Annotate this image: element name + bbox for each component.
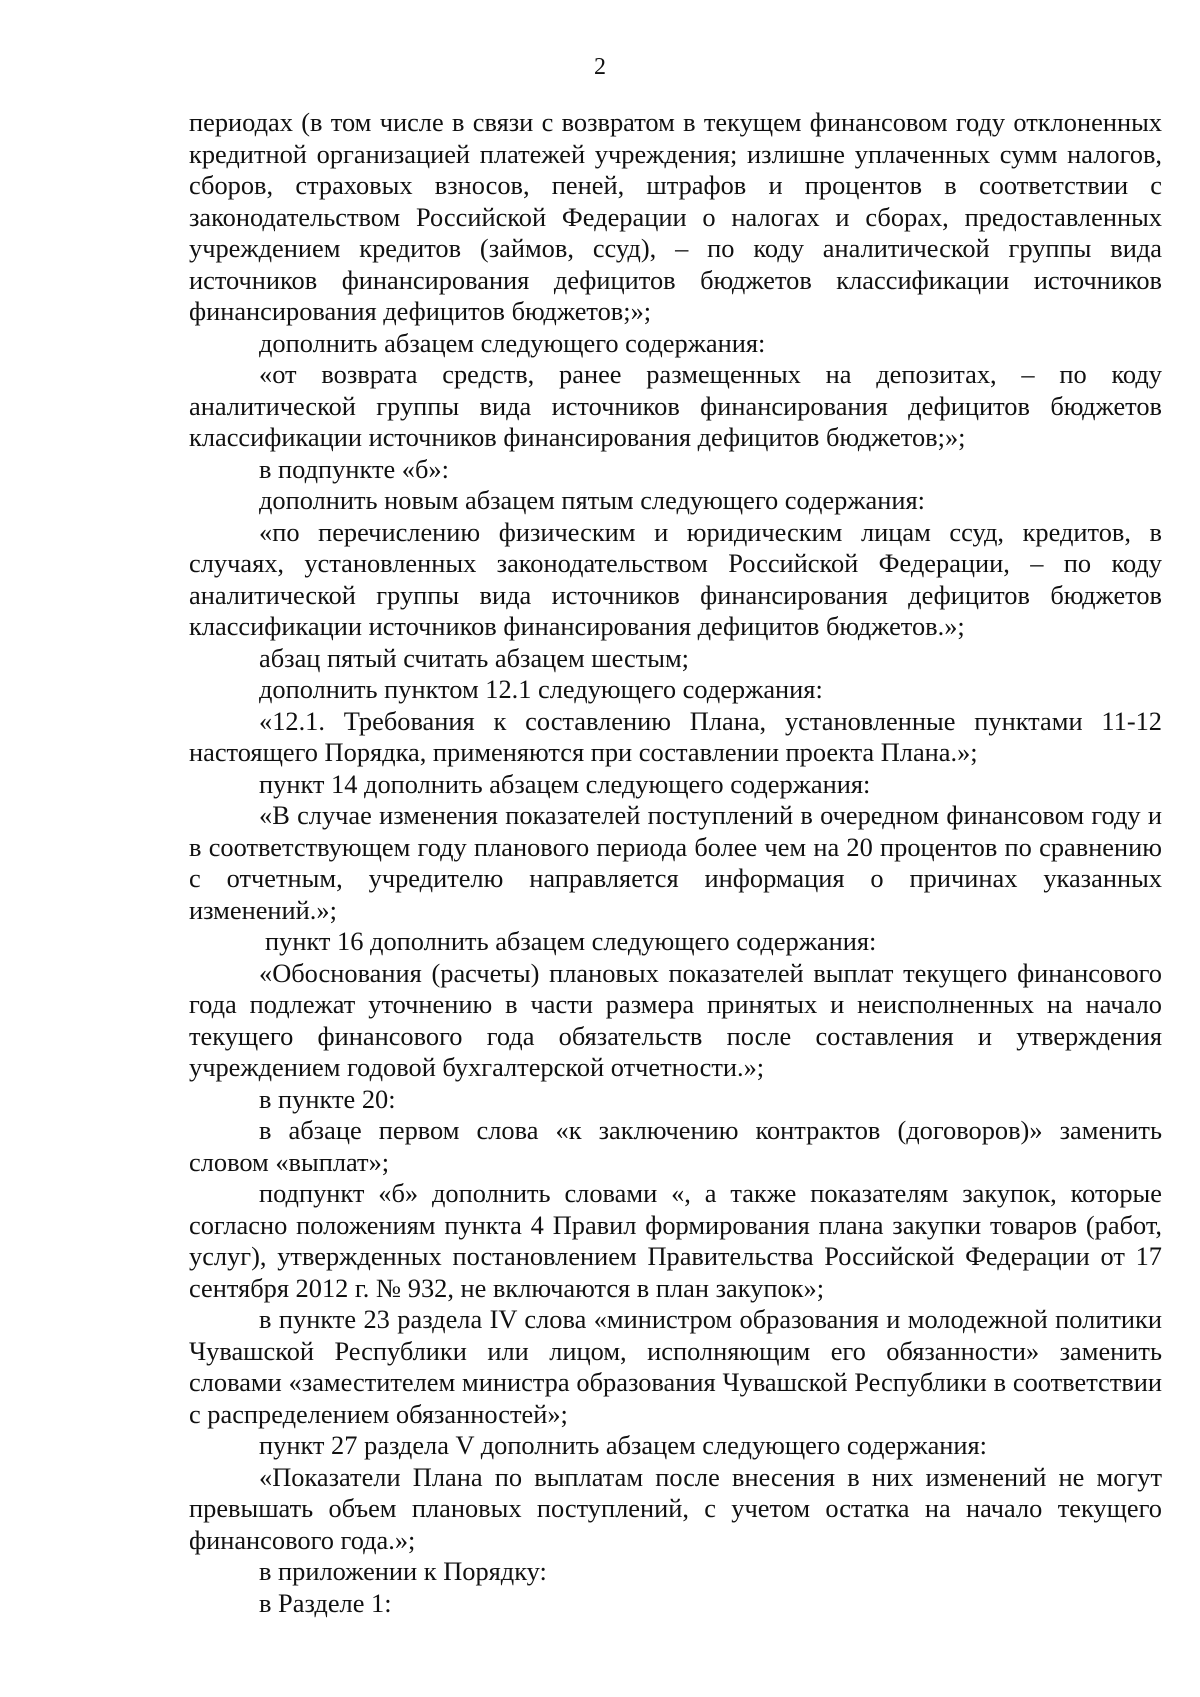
paragraph-continuation: периодах (в том числе в связи с возвратом в текущем финансовом году отклоненных кредитной организацией платежей учреждения; излишне уплаченных сумм налогов, сборов, страховых взносов, пеней, штрафов и процентов в соответствии с законодательством Российской Федерации о налогах и сборах, предоставленных учреждением кредитов (займов, ссуд), – по коду аналитической группы вида источников финансирования дефицитов бюджетов классификации источников финансирования дефицитов бюджетов;»;: [189, 107, 1162, 326]
paragraph: в пункте 20:: [259, 1083, 396, 1114]
page-number: 2: [594, 54, 606, 80]
paragraph: «12.1. Требования к составлению Плана, установленные пунктами 11-12 настоящего Порядка, применяются при составлении проекта Плана.»;: [189, 705, 1162, 767]
paragraph: в пункте 23 раздела IV слова «министром образования и молодежной политики Чувашской Республики или лицом, исполняющим его обязанности» заменить словами «заместителем министра образования Чувашской Республики в соответствии с распределением обязанностей»;: [189, 1304, 1162, 1429]
paragraph: пункт 27 раздела V дополнить абзацем следующего содержания:: [259, 1430, 988, 1460]
paragraph: «по перечислению физическим и юридическим лицам ссуд, кредитов, в случаях, установленных законодательством Российской Федерации, – по коду аналитической группы вида источников финансирования дефицитов бюджетов классификации источников финансирования дефицитов бюджетов.»;: [189, 516, 1162, 641]
document-body: [189, 107, 1162, 1619]
paragraph: в абзаце первом слова «к заключению контрактов (договоров)» заменить словом «выплат»;: [189, 1115, 1162, 1177]
paragraph: в приложении к Порядку:: [259, 1556, 547, 1586]
paragraph: «от возврата средств, ранее размещенных на депозитах, – по коду аналитической группы вида источников финансирования дефицитов бюджетов классификации источников финансирования дефицитов бюджетов;»;: [189, 359, 1162, 452]
paragraph: пункт 14 дополнить абзацем следующего содержания:: [259, 768, 871, 799]
paragraph: дополнить абзацем следующего содержания:: [259, 327, 766, 358]
paragraph: в Разделе 1:: [259, 1587, 392, 1618]
paragraph: «Показатели Плана по выплатам после внесения в них изменений не могут превышать объем плановых поступлений, с учетом остатка на начало текущего финансового года.»;: [189, 1461, 1162, 1555]
paragraph: «Обоснования (расчеты) плановых показателей выплат текущего финансового года подлежат уточнению в части размера принятых и неисполненных на начало текущего финансового года обязательств после составления и утверждения учреждением годовой бухгалтерской отчетности.»;: [189, 957, 1162, 1082]
paragraph: пункт 16 дополнить абзацем следующего содержания:: [265, 926, 877, 956]
paragraph: «В случае изменения показателей поступлений в очередном финансовом году и в соответствующем году планового периода более чем на 20 процентов по сравнению с отчетным, учредителю направляется информация о причинах указанных изменений.»;: [189, 800, 1162, 925]
paragraph: в подпункте «б»:: [259, 453, 449, 484]
paragraph: дополнить новым абзацем пятым следующего содержания:: [259, 485, 925, 515]
paragraph: абзац пятый считать абзацем шестым;: [259, 642, 689, 673]
paragraph: подпункт «б» дополнить словами «, а также показателям закупок, которые согласно положениям пункта 4 Правил формирования плана закупки товаров (работ, услуг), утвержденных постановлением Правительства Российской Федерации от 17 сентября 2012 г. № 932, не включаются в план закупок»;: [189, 1178, 1162, 1303]
paragraph: дополнить пунктом 12.1 следующего содержания:: [259, 674, 823, 704]
